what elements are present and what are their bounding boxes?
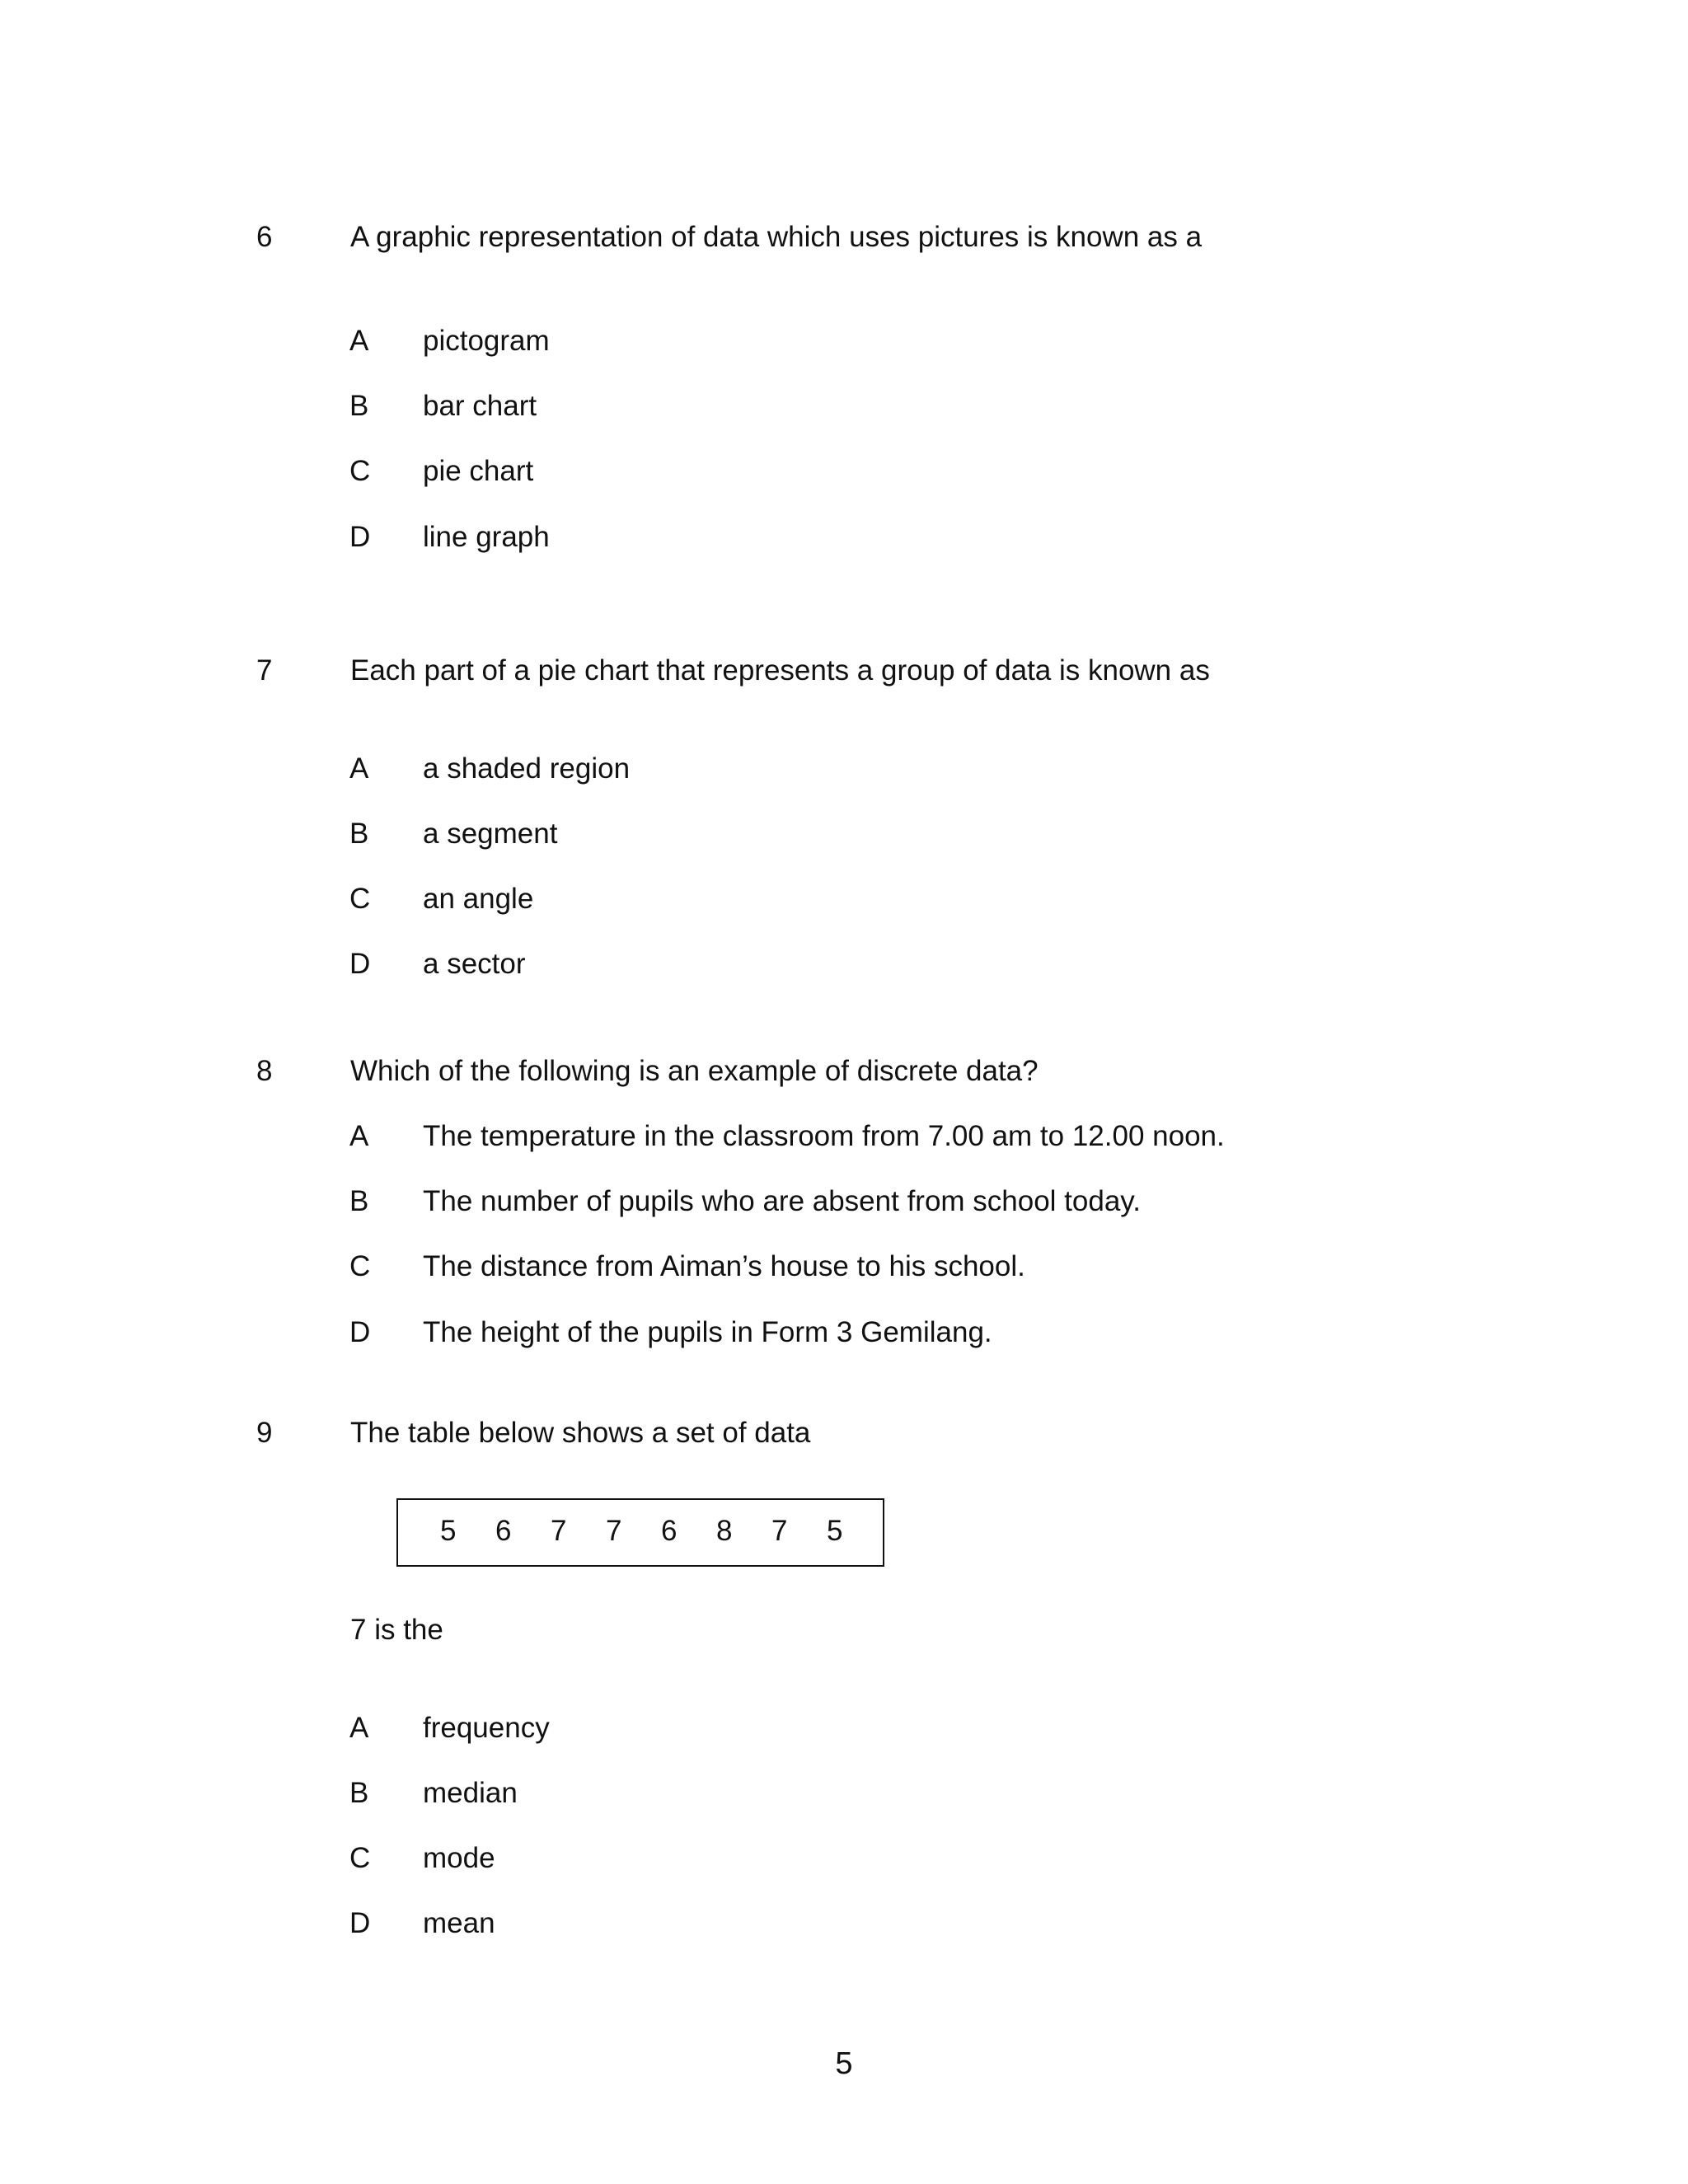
option-text: The height of the pupils in Form 3 Gemilang. bbox=[423, 1316, 992, 1348]
option-text: mode bbox=[423, 1842, 495, 1874]
option-text: a sector bbox=[423, 948, 526, 980]
option-letter: C bbox=[349, 883, 371, 915]
question-number: 7 bbox=[256, 654, 273, 687]
option-text: mean bbox=[423, 1907, 495, 1939]
option-text: The distance from Aiman’s house to his school. bbox=[423, 1250, 1025, 1282]
option-text: pictogram bbox=[423, 325, 550, 357]
data-value: 8 bbox=[716, 1515, 733, 1547]
option-text: The number of pupils who are absent from school today. bbox=[423, 1185, 1141, 1217]
option-text: an angle bbox=[423, 883, 534, 915]
data-value: 5 bbox=[440, 1515, 457, 1547]
option-letter: C bbox=[349, 455, 371, 487]
option-letter: D bbox=[349, 948, 371, 980]
option-text: The temperature in the classroom from 7.00 am to 12.00 noon. bbox=[423, 1120, 1225, 1152]
option-letter: D bbox=[349, 1316, 371, 1348]
option-letter: C bbox=[349, 1842, 371, 1874]
option-text: pie chart bbox=[423, 455, 534, 487]
question-number: 8 bbox=[256, 1055, 273, 1087]
option-letter: B bbox=[349, 1777, 369, 1809]
option-text: a segment bbox=[423, 818, 558, 850]
option-letter: B bbox=[349, 1185, 369, 1217]
question-stem: 7 is the bbox=[350, 1614, 443, 1646]
option-text: median bbox=[423, 1777, 518, 1809]
option-text: frequency bbox=[423, 1712, 550, 1744]
data-table bbox=[396, 1498, 884, 1567]
data-value: 5 bbox=[827, 1515, 843, 1547]
option-letter: A bbox=[349, 1120, 369, 1152]
data-value: 6 bbox=[495, 1515, 512, 1547]
page-number: 5 bbox=[835, 2046, 853, 2081]
data-value: 7 bbox=[606, 1515, 622, 1547]
data-value: 7 bbox=[771, 1515, 788, 1547]
question-number: 9 bbox=[256, 1417, 273, 1449]
option-letter: A bbox=[349, 325, 369, 357]
question-text: Each part of a pie chart that represents a group of data is known as bbox=[350, 654, 1210, 687]
option-letter: C bbox=[349, 1250, 371, 1282]
option-letter: A bbox=[349, 1712, 369, 1744]
option-letter: A bbox=[349, 752, 369, 785]
option-text: line graph bbox=[423, 521, 550, 553]
data-value: 7 bbox=[551, 1515, 567, 1547]
option-letter: D bbox=[349, 521, 371, 553]
question-text: Which of the following is an example of discrete data? bbox=[350, 1055, 1039, 1087]
question-text: A graphic representation of data which uses pictures is known as a bbox=[350, 221, 1203, 253]
data-value: 6 bbox=[661, 1515, 678, 1547]
option-letter: B bbox=[349, 390, 369, 422]
option-text: bar chart bbox=[423, 390, 537, 422]
option-letter: D bbox=[349, 1907, 371, 1939]
question-text: The table below shows a set of data bbox=[350, 1417, 811, 1449]
question-number: 6 bbox=[256, 221, 273, 253]
option-text: a shaded region bbox=[423, 752, 631, 785]
option-letter: B bbox=[349, 818, 369, 850]
